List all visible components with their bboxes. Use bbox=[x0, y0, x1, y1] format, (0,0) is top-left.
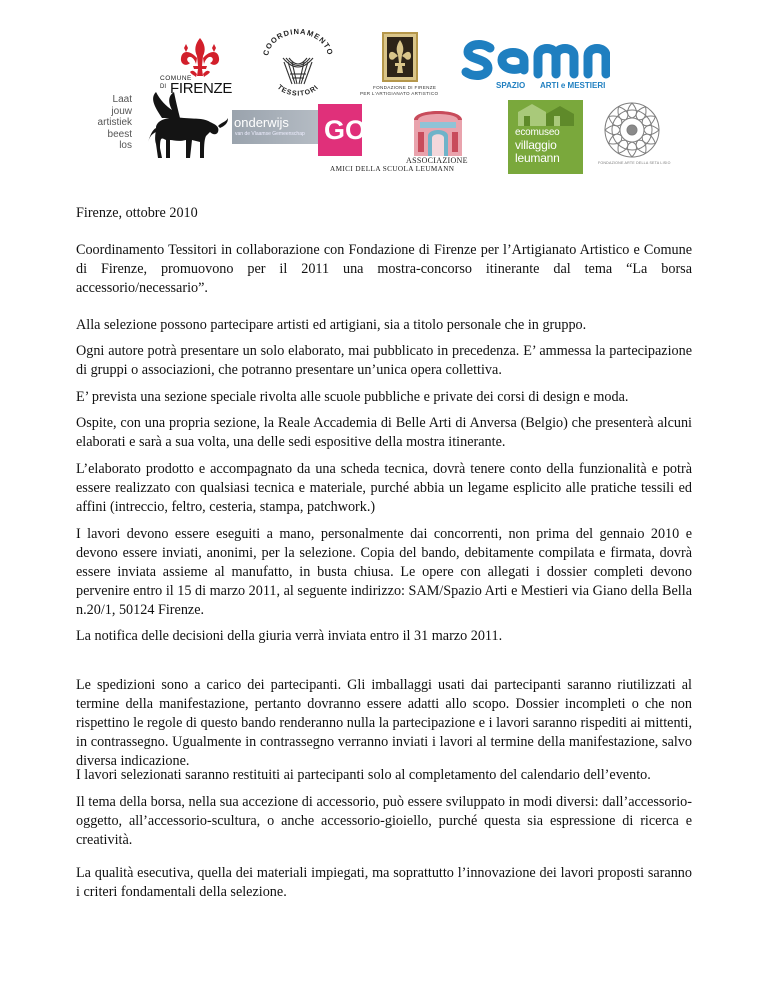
go-label: GO! bbox=[324, 115, 375, 145]
sam-spazio-label: SPAZIO bbox=[496, 81, 526, 90]
tessitori-bottom-text: TESSITORI bbox=[275, 83, 321, 98]
paragraph-elaborato-unico: Ogni autore potrà presentare un solo elaborato, mai pubblicato in precedenza. E’ ammessa la partecipazione di gruppi o associazioni, che potranno presentare un’unica opera collettiva. bbox=[76, 343, 692, 378]
svg-text:COORDINAMENTO bbox=[261, 28, 335, 57]
ecomuseo-line2: villaggio bbox=[515, 138, 557, 152]
sam-arti-label: ARTI e MESTIERI bbox=[540, 81, 606, 90]
mandala-icon bbox=[596, 100, 668, 160]
ecomuseo-building-icon bbox=[508, 100, 583, 128]
firenze-label: FIRENZE bbox=[170, 80, 233, 97]
paragraph-restituzione: I lavori selezionati saranno restituiti ai partecipanti solo al completamento del calendario dell’evento. bbox=[76, 767, 651, 783]
paragraph-sezione-scuole: E’ prevista una sezione speciale rivolta alle scuole pubbliche e private dei corsi di design e moda. bbox=[76, 389, 629, 405]
paragraph-notifica: La notifica delle decisioni della giuria verrà inviata entro il 31 marzo 2011. bbox=[76, 628, 503, 644]
paragraph-spedizioni: Le spedizioni sono a carico dei partecipanti. Gli imballaggi usati dai partecipanti saranno riutilizzati al termine della manifestazione, pertanto dovranno essere adatti allo scopo. Dossier incompleti o che non rispettino le regole di questo bando renderanno nulla la partecipazione e i lavori saranno rispediti ai mittenti, in contrassegno. Ugualmente in contrassegno verranno inviati i lavori al termine della manifestazione, salvo diversa indicazione. bbox=[76, 677, 692, 769]
tessitori-top-text: COORDINAMENTO bbox=[261, 28, 335, 57]
fondazione-lisio-logo bbox=[596, 100, 671, 170]
fondazione-emblem-icon bbox=[355, 30, 445, 85]
fondazione-line1: FONDAZIONE DI FIRENZE bbox=[373, 85, 437, 90]
paragraph-criteri: La qualità esecutiva, quella dei materiali impiegati, ma soprattutto l’innovazione dei lavori proposti saranno i criteri fondamentali della selezione. bbox=[76, 865, 692, 900]
vlaamse-label: van de Vlaamse Gemeenschap bbox=[235, 131, 305, 137]
associazione-amici-scuola-leumann-logo bbox=[330, 100, 500, 175]
di-label: DI bbox=[160, 84, 166, 90]
paragraph-scheda-tecnica: L’elaborato prodotto e accompagnato da una scheda tecnica, dovrà tenere conto della funzionalità e potrà essere realizzato con qualsiasi tecnica e materiale, purché abbia un legame esplicito alle pratiche tessili ed affini (intreccio, feltro, cesteria, stampa, patchwork.) bbox=[76, 461, 692, 515]
paragraph-invio-lavori: I lavori devono essere eseguiti a mano, personalmente dai concorrenti, non prima del gennaio 2010 e devono essere inviati, anonimi, per la selezione. Copia del bando, debitamente compilata e firmata, dovrà essere inviata assieme al manufatto, in busta chiusa. Le opere con allegati i dossier completi devono pervenire entro il 15 di marzo 2011, al seguente indirizzo: SAM/Spazio Arti e Mestieri via Giano della Bella n.20/1, 50124 Firenze. bbox=[76, 526, 692, 618]
sam-wordmark-icon bbox=[460, 38, 610, 83]
svg-text:TESSITORI bbox=[276, 84, 321, 98]
ecomuseo-line3: leumann bbox=[515, 151, 560, 165]
ecomuseo-line1: ecomuseo bbox=[515, 127, 560, 138]
paragraph-ospite-anversa: Ospite, con una propria sezione, la Reale Accademia di Belle Arti di Anversa (Belgio) che presenterà alcuni elaborati e sarà a sua volta, una delle sedi espositive della mostra itinerante. bbox=[76, 415, 692, 450]
coordinamento-tessitori-logo bbox=[258, 28, 338, 98]
comune-label: COMUNE bbox=[160, 75, 192, 82]
ecomuseo-villaggio-leumann-logo bbox=[508, 100, 583, 174]
fondazione-line2: PER L'ARTIGIANATO ARTISTICO bbox=[360, 91, 439, 96]
sam-spazio-arti-mestieri-logo bbox=[460, 38, 610, 93]
onderwijs-label: onderwijs bbox=[234, 115, 289, 130]
fondazione-firenze-logo bbox=[355, 30, 445, 100]
laat-jouw-artistiek-beest-los-logo bbox=[97, 92, 228, 167]
associazione-line2: AMICI DELLA SCUOLA LEUMANN bbox=[330, 165, 455, 173]
paragraph-tema-borsa: Il tema della borsa, nella sua accezione di accessorio, può essere sviluppato in modi diversi: dall’accessorio-oggetto, all’accessorio-scultura, o anche accessorio-gioiello, purché questa sia espressione di ricerca e creatività. bbox=[76, 794, 692, 848]
school-building-icon bbox=[408, 100, 468, 158]
associazione-line1: ASSOCIAZIONE bbox=[406, 156, 468, 165]
paragraph-partecipanti: Alla selezione possono partecipare artisti ed artigiani, sia a titolo personale che in gruppo. bbox=[76, 317, 587, 333]
weaving-loom-icon bbox=[258, 28, 338, 98]
paragraph-intro: Coordinamento Tessitori in collaborazione con Fondazione di Firenze per l’Artigianato Artistico e Comune di Firenze, promuovono per il 2011 una mostra-concorso itinerante dal tema “La borsa accessorio/necessario”. bbox=[76, 242, 692, 296]
mandala-caption: FONDAZIONE ARTE DELLA SETA LISIO bbox=[598, 161, 671, 165]
document-date: Firenze, ottobre 2010 bbox=[76, 205, 198, 221]
winged-bull-icon bbox=[134, 88, 234, 163]
beest-text: Laat jouw artistiek beest los bbox=[97, 94, 132, 151]
